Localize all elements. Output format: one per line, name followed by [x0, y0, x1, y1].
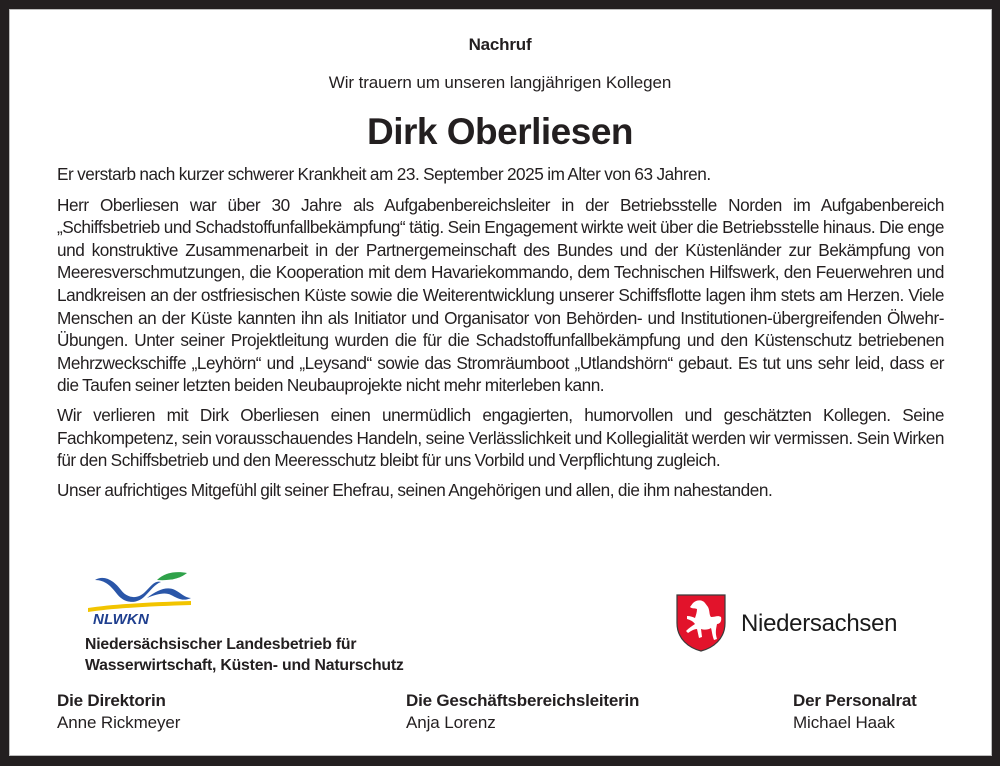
signature-name: Anja Lorenz [406, 713, 496, 732]
condolence-paragraph: Unser aufrichtiges Mitgefühl gilt seiner Ehefrau, seinen Angehörigen und allen, die ihm nahestanden. [57, 479, 773, 500]
death-statement: Er verstarb nach kurzer schwerer Krankheit am 23. September 2025 im Alter von 63 Jahren. [57, 164, 711, 184]
niedersachsen-wordmark: Niedersachsen [741, 610, 898, 637]
deceased-name: Dirk Oberliesen [366, 111, 633, 152]
signature-role: Die Geschäftsbereichsleiterin [406, 691, 640, 710]
notice-subtitle: Wir trauern um unseren langjährigen Kollegen [328, 73, 672, 92]
notice-heading: Nachruf [468, 35, 532, 54]
nlwkn-wave-icon [85, 568, 197, 614]
horse-shield-icon [675, 593, 729, 653]
signature-name: Anne Rickmeyer [57, 713, 181, 732]
obituary-body [57, 163, 944, 508]
signature-division-head [406, 690, 639, 734]
signature-name: Michael Haak [793, 713, 895, 732]
signature-staff-council [793, 690, 917, 734]
career-paragraph: Herr Oberliesen war über 30 Jahre als Aufgabenbereichsleiter in der Betriebsstelle Norden im Aufgabenbereich „Schiffsbetrieb und Schadstoffunfallbekämpfung“ tätig. Sein Engagement wirkte weit über die Betriebsstelle hinaus. Die enge und konstruktive Zusammenarbeit in der Partnergemeinschaft des Bundes und der Küstenländer zur Bekämpfung von Meeresverschmutzungen, die Kooperation mit dem Havariekommando, dem Technischen Hilfswerk, den Feuerwehren und Landkreisen an der ostfriesischen Küste sowie die Weiterentwicklung unserer Schiffsflotte lagen ihm stets am Herzen. Viele Menschen an der Küste kannten ihn als Initiator und Organisator von Behörden- und Institutionen-übergreifenden Ölwehr-Übungen. Unter seiner Projektleitung wurden die für die Schadstoffunfallbekämpfung und den Küstenschutz betriebenen Mehrzweckschiffe „Leyhörn“ und „Leysand“ sowie das Stromräumboot „Utlandshörn“ gebaut. Es tut uns sehr leid, dass er die Taufen seiner letzten beiden Neubauprojekte nicht mehr miterleben kann. [57, 194, 944, 396]
signature-director [57, 690, 180, 734]
signature-role: Die Direktorin [57, 691, 166, 710]
nlwkn-wordmark: NLWKN [93, 611, 149, 628]
organization-name [85, 634, 404, 676]
organization-name-line-2: Wasserwirtschaft, Küsten- und Naturschutz [85, 657, 404, 674]
organization-name-line-1: Niedersächsischer Landesbetrieb für [85, 636, 357, 653]
tribute-paragraph: Wir verlieren mit Dirk Oberliesen einen unermüdlich engagierten, humorvollen und geschätzten Kollegen. Seine Fachkompetenz, sein vorausschauendes Handeln, seine Verlässlichkeit und Kollegialität werden wir vermissen. Sein Wirken für den Schiffsbetrieb und den Meeresschutz bleibt für uns Vorbild und Verpflichtung zugleich. [57, 404, 944, 471]
niedersachsen-logo [675, 593, 915, 653]
signature-role: Der Personalrat [793, 691, 917, 710]
nlwkn-logo [85, 568, 197, 632]
